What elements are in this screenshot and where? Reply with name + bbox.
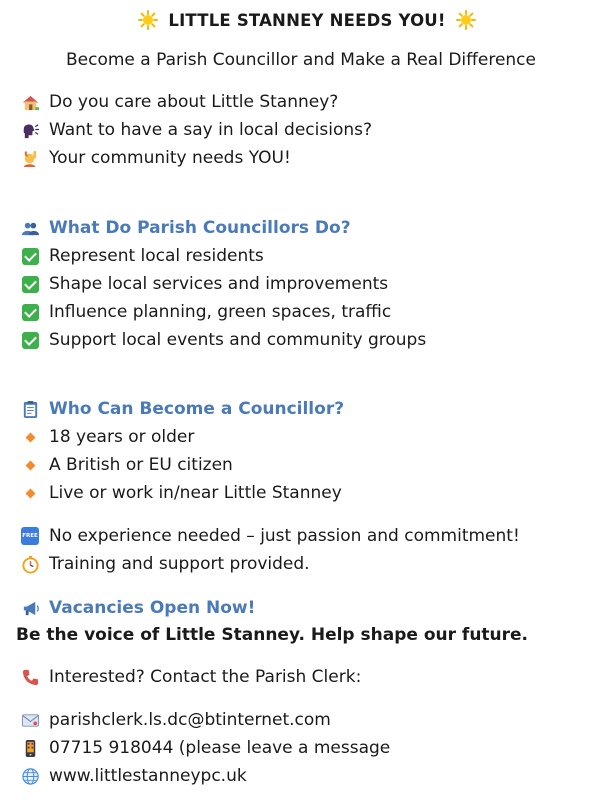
note-training — [20, 554, 310, 574]
intro-text: Do you care about Little Stanney? — [49, 92, 339, 112]
check-mark-icon — [22, 276, 39, 293]
clipboard-icon — [20, 399, 40, 419]
list-item-text: Shape local services and improvements — [49, 274, 389, 294]
sun-icon — [138, 10, 158, 30]
intro-item — [20, 148, 291, 168]
check-mark-icon — [22, 304, 39, 321]
free-badge-icon: FREE — [21, 527, 39, 545]
contact-website[interactable] — [20, 766, 247, 786]
list-item — [20, 330, 426, 350]
intro-text: Want to have a say in local decisions? — [49, 120, 372, 140]
intro-item — [20, 120, 372, 140]
page-title — [0, 10, 614, 30]
people-icon — [20, 218, 40, 238]
heading-text: What Do Parish Councillors Do? — [49, 218, 351, 238]
telephone-icon — [20, 667, 40, 687]
section-heading-vacancies — [20, 598, 255, 618]
note-experience — [20, 526, 520, 546]
heading-text: Who Can Become a Councillor? — [49, 399, 345, 419]
list-item — [20, 302, 391, 322]
section-heading-eligibility — [20, 399, 344, 419]
house-icon — [20, 92, 40, 112]
sun-icon — [456, 10, 476, 30]
heading-text: Vacancies Open Now! — [49, 598, 256, 618]
title-text: LITTLE STANNEY NEEDS YOU! — [168, 11, 446, 30]
note-text: Training and support provided. — [49, 554, 310, 574]
list-item — [20, 246, 264, 266]
envelope-icon — [20, 710, 40, 730]
list-item-text: Support local events and community groups — [49, 330, 427, 350]
globe-icon — [20, 766, 40, 786]
email-link[interactable]: parishclerk.ls.dc@btinternet.com — [49, 710, 331, 730]
intro-item — [20, 92, 338, 112]
intro-text: Your community needs YOU! — [49, 148, 291, 168]
phone-number[interactable]: 07715 918044 (please leave a message — [49, 738, 391, 758]
subtitle: Become a Parish Councillor and Make a Real Difference — [66, 50, 536, 70]
orange-diamond-icon — [25, 460, 35, 470]
list-item — [20, 427, 194, 447]
section-heading-role — [20, 218, 351, 238]
website-link[interactable]: www.littlestanneypc.uk — [49, 766, 247, 786]
list-item-text: Represent local residents — [49, 246, 264, 266]
note-text: No experience needed – just passion and commitment! — [49, 526, 520, 546]
check-mark-icon — [22, 248, 39, 265]
list-item — [20, 483, 342, 503]
check-mark-icon — [22, 332, 39, 349]
list-item — [20, 274, 388, 294]
contact-email[interactable] — [20, 710, 331, 730]
contact-intro-text: Interested? Contact the Parish Clerk: — [49, 667, 362, 687]
orange-diamond-icon — [25, 488, 35, 498]
contact-phone[interactable] — [20, 738, 390, 758]
raised-hand-icon — [20, 148, 40, 168]
list-item-text: Live or work in/near Little Stanney — [49, 483, 342, 503]
vacancies-tagline: Be the voice of Little Stanney. Help shape our future. — [16, 625, 529, 645]
list-item-text: 18 years or older — [49, 427, 195, 447]
mobile-phone-icon — [20, 738, 40, 758]
list-item-text: Influence planning, green spaces, traffic — [49, 302, 392, 322]
contact-intro — [20, 667, 361, 687]
list-item-text: A British or EU citizen — [49, 455, 233, 475]
orange-diamond-icon — [25, 432, 35, 442]
speaking-head-icon — [20, 120, 40, 140]
list-item — [20, 455, 233, 475]
stopwatch-icon — [20, 554, 40, 574]
megaphone-icon — [20, 598, 40, 618]
